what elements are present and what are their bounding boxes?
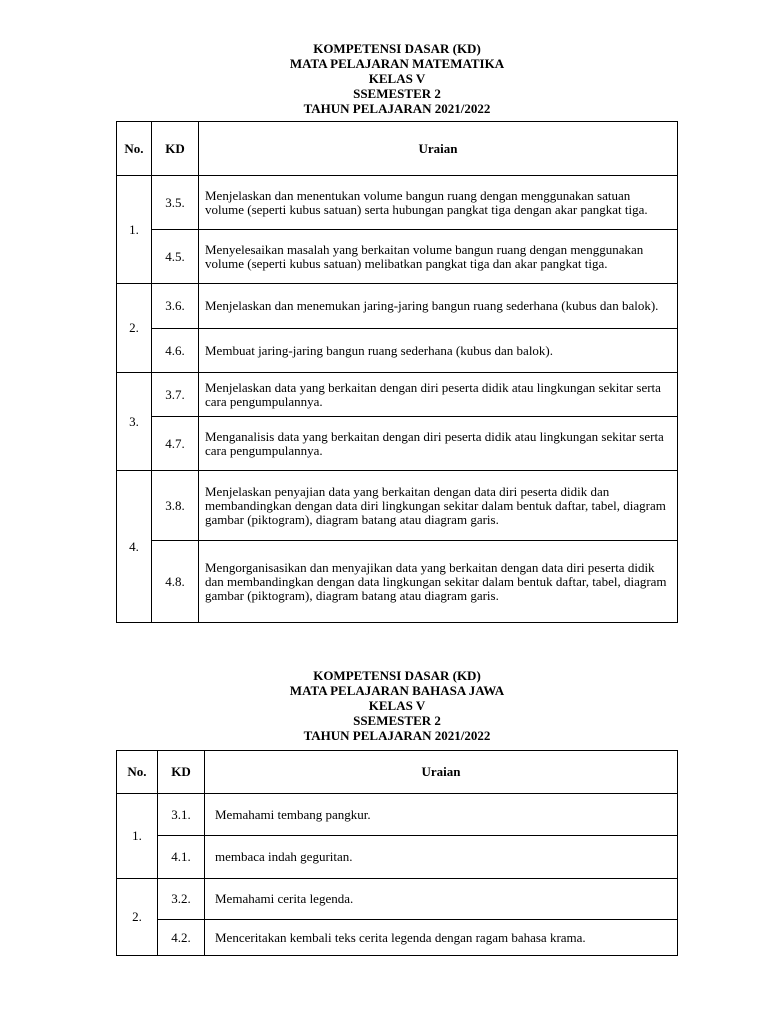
table-row xyxy=(117,417,678,471)
kd-description: Menjelaskan data yang berkaitan dengan diri peserta didik atau lingkungan sekitar serta cara pengumpulannya. xyxy=(199,373,678,417)
row-number: 4. xyxy=(117,471,152,623)
kd-description: Menganalisis data yang berkaitan dengan diri peserta didik atau lingkungan sekitar serta cara pengumpulannya. xyxy=(199,417,678,471)
header-kd: KD xyxy=(158,751,205,794)
kd-description: Membuat jaring-jaring bangun ruang sederhana (kubus dan balok). xyxy=(199,329,678,373)
header-no: No. xyxy=(117,751,158,794)
kd-table-matematika xyxy=(116,121,678,623)
table-row xyxy=(117,920,678,956)
header-kd: KD xyxy=(152,122,199,176)
table-row xyxy=(117,794,678,836)
table-row xyxy=(117,176,678,230)
table-row xyxy=(117,541,678,623)
header-uraian: Uraian xyxy=(205,751,678,794)
kd-code: 4.6. xyxy=(152,329,199,373)
section-title-matematika xyxy=(0,41,768,116)
kd-description: Mengorganisasikan dan menyajikan data yang berkaitan dengan data diri peserta didik dan membandingkan dengan data lingkungan sekitar dalam bentuk daftar, tabel, diagram gambar (piktogram), diagram batang atau diagram garis. xyxy=(199,541,678,623)
kd-table-bahasa-jawa xyxy=(116,750,678,956)
kd-code: 4.8. xyxy=(152,541,199,623)
table-header-row xyxy=(117,751,678,794)
kd-code: 3.7. xyxy=(152,373,199,417)
table-row xyxy=(117,836,678,879)
title-line: KELAS V xyxy=(368,698,426,713)
table-row xyxy=(117,471,678,541)
title-line: KELAS V xyxy=(368,71,426,86)
section-title-bahasa-jawa xyxy=(0,668,768,743)
table-row xyxy=(117,284,678,329)
table-row xyxy=(117,230,678,284)
row-number: 1. xyxy=(117,794,158,879)
kd-code: 3.2. xyxy=(158,879,205,920)
kd-description: Memahami tembang pangkur. xyxy=(205,794,678,836)
kd-description: membaca indah geguritan. xyxy=(205,836,678,879)
row-number: 2. xyxy=(117,879,158,956)
row-number: 2. xyxy=(117,284,152,373)
kd-description: Menjelaskan dan menentukan volume bangun ruang dengan menggunakan satuan volume (seperti kubus satuan) serta hubungan pangkat tiga dengan akar pangkat tiga. xyxy=(199,176,678,230)
kd-code: 3.5. xyxy=(152,176,199,230)
kd-code: 4.1. xyxy=(158,836,205,879)
kd-description: Menjelaskan dan menemukan jaring-jaring bangun ruang sederhana (kubus dan balok). xyxy=(199,284,678,329)
kd-code: 3.6. xyxy=(152,284,199,329)
kd-code: 3.1. xyxy=(158,794,205,836)
title-line: TAHUN PELAJARAN 2021/2022 xyxy=(303,101,491,116)
table-header-row xyxy=(117,122,678,176)
header-no: No. xyxy=(117,122,152,176)
title-line: TAHUN PELAJARAN 2021/2022 xyxy=(303,728,491,743)
kd-code: 4.2. xyxy=(158,920,205,956)
title-line: MATA PELAJARAN MATEMATIKA xyxy=(289,56,505,71)
kd-description: Menjelaskan penyajian data yang berkaitan dengan data diri peserta didik dan membandingkan dengan data diri lingkungan sekitar dalam bentuk daftar, tabel, diagram gambar (piktogram), diagram batang atau diagram garis. xyxy=(199,471,678,541)
kd-description: Memahami cerita legenda. xyxy=(205,879,678,920)
title-line: SSEMESTER 2 xyxy=(353,713,441,728)
kd-code: 3.8. xyxy=(152,471,199,541)
row-number: 3. xyxy=(117,373,152,471)
title-line: KOMPETENSI DASAR (KD) xyxy=(313,668,481,683)
kd-code: 4.5. xyxy=(152,230,199,284)
title-line: SSEMESTER 2 xyxy=(353,86,441,101)
table-row xyxy=(117,373,678,417)
header-uraian: Uraian xyxy=(199,122,678,176)
row-number: 1. xyxy=(117,176,152,284)
kd-description: Menyelesaikan masalah yang berkaitan volume bangun ruang dengan menggunakan volume (seperti kubus satuan) melibatkan pangkat tiga dan akar pangkat tiga. xyxy=(199,230,678,284)
kd-code: 4.7. xyxy=(152,417,199,471)
kd-description: Menceritakan kembali teks cerita legenda dengan ragam bahasa krama. xyxy=(205,920,678,956)
table-row xyxy=(117,329,678,373)
title-line: MATA PELAJARAN BAHASA JAWA xyxy=(289,683,505,698)
table-row xyxy=(117,879,678,920)
title-line: KOMPETENSI DASAR (KD) xyxy=(313,41,481,56)
